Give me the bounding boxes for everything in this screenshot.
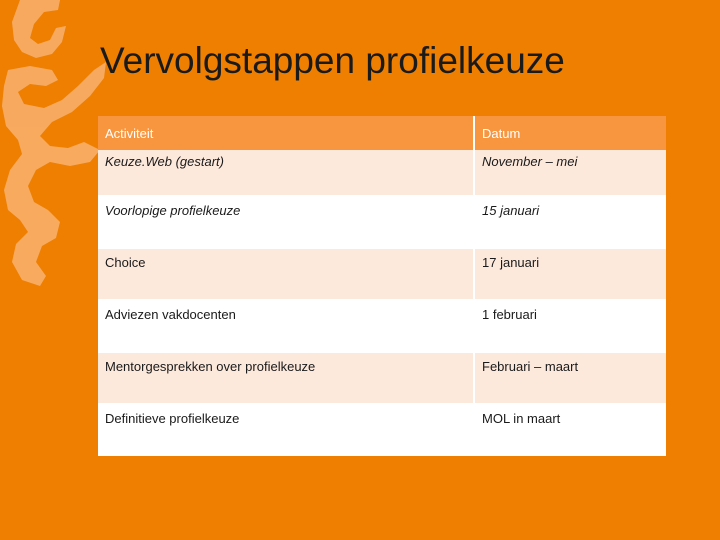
activity-cell: Choice [98, 248, 474, 300]
activity-cell: Adviezen vakdocenten [98, 300, 474, 352]
date-cell: Februari – maart [474, 352, 666, 404]
date-cell: November – mei [474, 150, 666, 196]
date-cell: 17 januari [474, 248, 666, 300]
activity-cell: Keuze.Web (gestart) [98, 150, 474, 196]
date-cell: 15 januari [474, 196, 666, 248]
slide-title: Vervolgstappen profielkeuze [100, 40, 565, 81]
table-header-row [98, 116, 666, 150]
header-activity: Activiteit [98, 116, 474, 150]
date-cell: 1 februari [474, 300, 666, 352]
table-row [98, 352, 666, 404]
activity-cell: Definitieve profielkeuze [98, 404, 474, 456]
schedule-table [98, 116, 666, 456]
table-row [98, 248, 666, 300]
date-cell: MOL in maart [474, 404, 666, 456]
table-row [98, 196, 666, 248]
header-date: Datum [474, 116, 666, 150]
lion-icon [0, 0, 110, 290]
activity-cell: Voorlopige profielkeuze [98, 196, 474, 248]
table-row [98, 150, 666, 196]
activity-cell: Mentorgesprekken over profielkeuze [98, 352, 474, 404]
table-row [98, 404, 666, 456]
table-row [98, 300, 666, 352]
